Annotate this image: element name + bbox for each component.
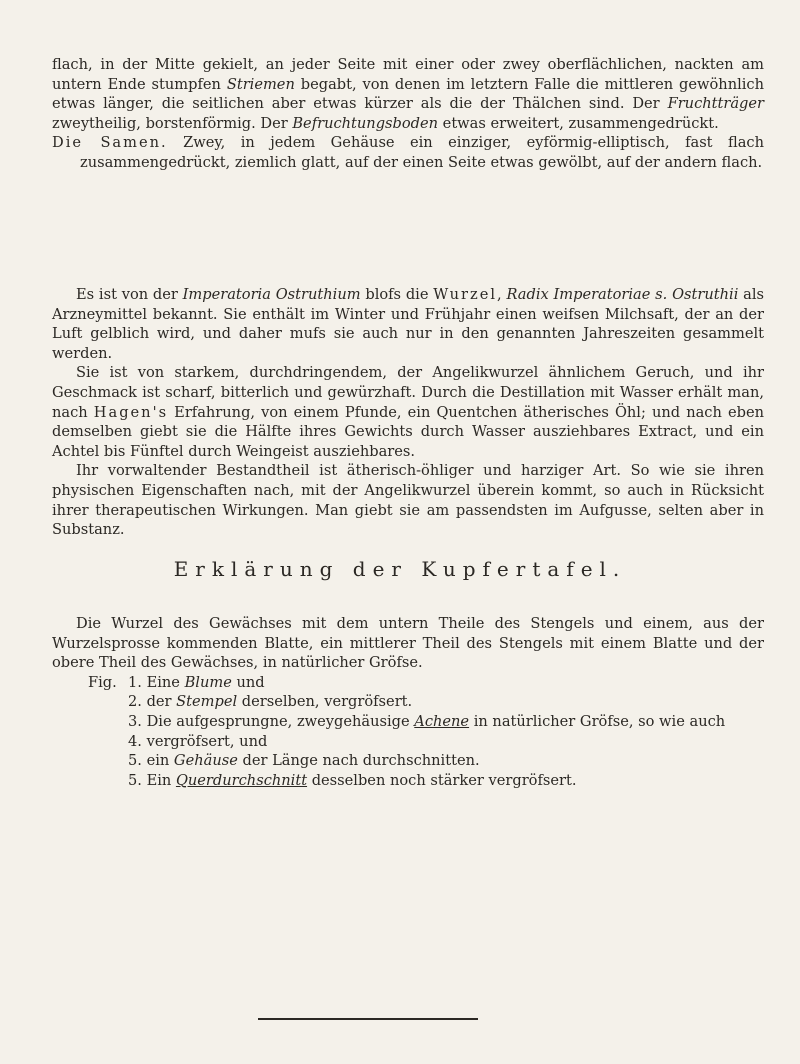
text-run: begabt, von denen im letztern Falle die mittleren gewöhnlich etwas länger, die seitlichen aber etwas kürzer als die der Thälchen sind. Der xyxy=(52,75,764,113)
top-text-block xyxy=(52,55,764,173)
text-run: der xyxy=(146,693,177,711)
term-striemen: Striemen xyxy=(226,75,295,93)
figure-item xyxy=(88,673,764,693)
text-run: als Arzneymittel bekannt. Sie enthält im Winter und Frühjahr einen weifsen Milchsaft, der an der Luft gelblich wird, und daher mufs sie auch nur in den genannten Jahreszeiten gesammelt werden. xyxy=(52,286,765,362)
figure-number: 1. xyxy=(128,673,142,691)
figure-number: 5. xyxy=(128,752,142,770)
text-run: der Länge nach durchschnitten. xyxy=(237,752,480,770)
smell-taste-paragraph xyxy=(52,363,764,461)
closing-rule-divider xyxy=(258,1018,478,1020)
root-paragraph xyxy=(52,285,764,363)
fig-label: Fig. xyxy=(88,673,117,691)
text-run: derselben, vergröfsert. xyxy=(237,693,413,711)
text-run: in natürlicher Gröfse, so wie auch xyxy=(469,712,726,730)
constituents-paragraph xyxy=(52,461,764,539)
explanation-intro: Die Wurzel des Gewächses mit dem untern Theile des Stengels und einem, aus der Wurzelsprosse kommenden Blatte, ein mittlerer Theil des Stengels mit einem Blatte und der obere Theil des Gewächses, in natürlicher Gröfse. xyxy=(52,615,764,672)
figure-number: 5. xyxy=(128,771,142,789)
seeds-paragraph xyxy=(52,133,764,172)
figure-number: 4. xyxy=(128,732,142,750)
explanation-block xyxy=(52,614,764,790)
figure-number: 2. xyxy=(128,693,142,711)
text-run: blofs die xyxy=(360,286,434,303)
figure-item xyxy=(128,771,764,791)
term-wurzel: Wurzel xyxy=(433,286,498,303)
figure-term: Querdurchschnitt xyxy=(175,771,308,789)
text-run: Zwey, in jedem Gehäuse ein einziger, eyförmig-elliptisch, fast flach zusammengedrückt, ziemlich glatt, auf der einen Seite etwas gewölbt, auf der andern flach. xyxy=(80,134,764,171)
text-run: Die aufgesprungne, zweygehäusige xyxy=(146,712,415,730)
term-fruchttraeger: Fruchtträger xyxy=(667,95,764,113)
figure-term: Stempel xyxy=(176,693,238,711)
text-run: vergröfsert, und xyxy=(146,732,268,750)
figure-item xyxy=(128,751,764,771)
text-run: Erfahrung, von einem Pfunde, ein Quentchen ätherisches Öhl; und nach eben demselben giebt sie die Hälfte ihres Gewichts durch Wasser ausziehbares Extract, und ein Achtel bis Fünftel durch Weingeist ausziehbares. xyxy=(52,403,764,460)
text-run: etwas erweitert, zusammengedrückt. xyxy=(438,114,719,132)
text-run: Es ist von der xyxy=(76,286,183,303)
figure-term: Blume xyxy=(184,673,232,691)
text-run: ein xyxy=(146,752,174,770)
term-befruchtungsboden: Befruchtungsboden xyxy=(292,114,439,132)
text-run: , xyxy=(497,286,507,303)
term-imperatoria: Imperatoria Ostruthium xyxy=(182,286,361,303)
figure-item xyxy=(128,712,764,732)
text-run: Ihr vorwaltender Bestandtheil ist ätherisch-öhliger und harziger Art. So wie sie ihren physischen Eigenschaften nach, mit der Angelikwurzel überein kommt, so auch in Rücksicht ihrer therapeutischen Wirkungen. Man giebt sie am passendsten im Aufgusse, selten aber in Substanz. xyxy=(52,462,764,539)
figure-list xyxy=(88,673,764,791)
middle-text-block xyxy=(52,285,764,540)
text-run: und xyxy=(231,673,265,691)
figure-term: Achene xyxy=(414,712,470,730)
text-run: Ein xyxy=(146,771,176,789)
text-run: flach, in der Mitte gekielt, an jeder Seite mit einer oder zwey oberflächlichen, nackten am untern Ende stumpfen xyxy=(52,56,764,93)
fruit-description-paragraph xyxy=(52,55,764,133)
figure-item xyxy=(128,732,764,752)
term-radix: Radix Imperatoriae s. Ostruthii xyxy=(506,286,739,303)
text-run: Eine xyxy=(146,673,185,691)
text-run: Sie ist von starkem, durchdringendem, der Angelikwurzel ähnlichem Geruch, und ihr Geschmack ist scharf, bitterlich und gewürzhaft. Durch die Destillation mit Wasser erhält man, nach xyxy=(52,364,764,421)
author-hagen: Hagen's xyxy=(93,403,169,421)
seeds-label: Die Samen. xyxy=(52,134,168,152)
text-run: desselben noch stärker vergröfsert. xyxy=(307,771,577,789)
figure-number: 3. xyxy=(128,712,142,730)
text-run: zweytheilig, borstenförmig. Der xyxy=(52,114,293,132)
figure-item xyxy=(128,692,764,712)
plate-explanation-heading: Erklärung der Kupfertafel. xyxy=(173,557,627,581)
figure-term: Gehäuse xyxy=(173,752,238,770)
